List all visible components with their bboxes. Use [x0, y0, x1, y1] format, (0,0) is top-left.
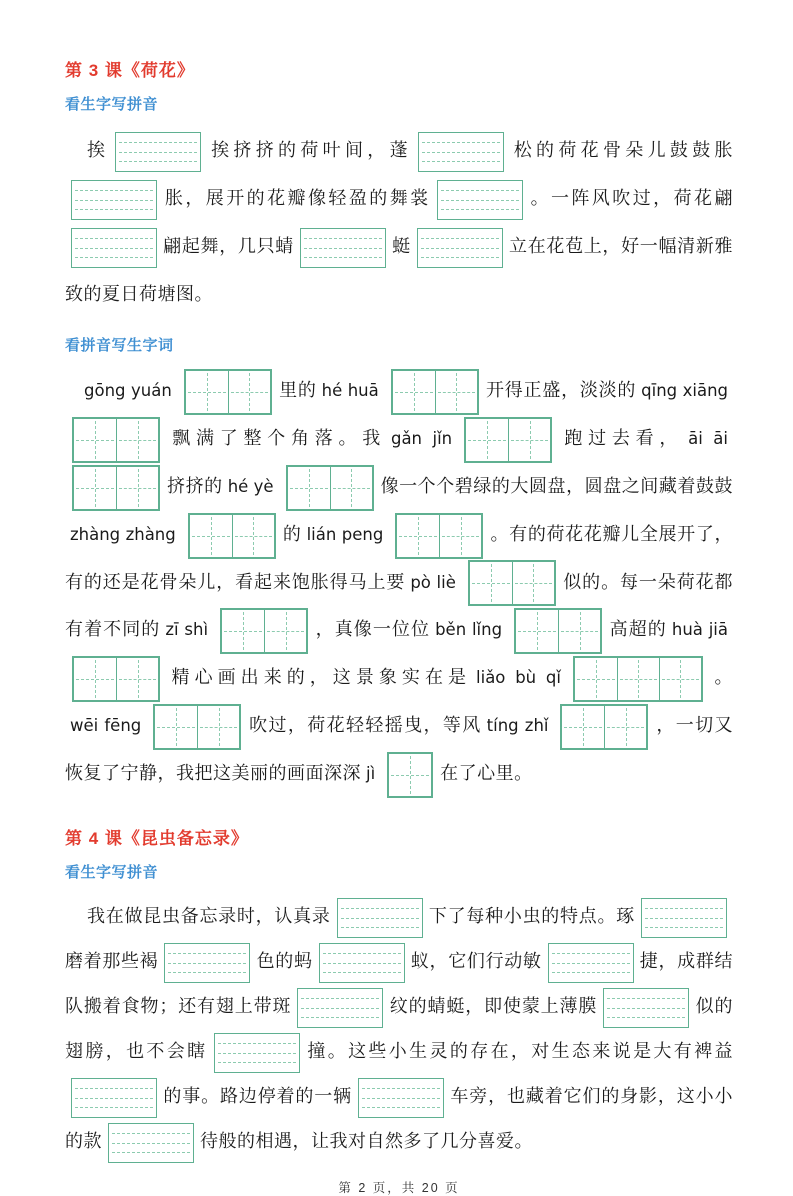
- grid-cell: [466, 419, 508, 461]
- guide-line: [645, 908, 723, 909]
- grid-cell: [228, 371, 270, 413]
- guide-line: [75, 257, 153, 258]
- guide-line: [304, 248, 382, 249]
- guide-line: [75, 209, 153, 210]
- grid-cell: [435, 371, 477, 413]
- pinyin-writing-box: [164, 943, 250, 983]
- text-run: 立在花苞上，好一幅清新雅致的夏日荷塘图。: [65, 236, 734, 304]
- text-run: 跑过去看，: [559, 427, 684, 448]
- guide-line: [421, 238, 499, 239]
- character-grid-box: [188, 513, 276, 559]
- character-grid-box: [464, 417, 552, 463]
- guide-line: [112, 1133, 190, 1134]
- guide-line: [362, 1107, 440, 1108]
- text-run: 在了心里。: [440, 763, 533, 783]
- pinyin-writing-box: [418, 132, 504, 172]
- text-run: 待般的相遇，让我对自然多了几分喜爱。: [200, 1130, 533, 1151]
- text-run: 高超的: [609, 619, 667, 640]
- pinyin-prompt: lián peng: [306, 524, 384, 544]
- lesson-4-pinyin-fill-paragraph: [65, 894, 733, 1164]
- text-run: 蚁，它们行动敏: [410, 950, 542, 971]
- guide-line: [645, 918, 723, 919]
- grid-cell: [516, 610, 558, 652]
- text-run: 撞。这些小生灵的存在，对生态来说是大有裨益: [305, 1040, 733, 1061]
- guide-line: [323, 953, 401, 954]
- text-run: 纹的蜻蜓，即使蒙上薄膜: [389, 995, 598, 1016]
- pinyin-writing-box: [108, 1123, 194, 1163]
- text-run: 挨挤挤的荷叶间，蓬: [207, 140, 412, 160]
- grid-cell: [562, 706, 604, 748]
- guide-line: [75, 248, 153, 249]
- text-run: 的: [282, 523, 302, 544]
- guide-line: [119, 142, 197, 143]
- grid-cell: [439, 515, 481, 557]
- character-grid-box: [387, 752, 433, 798]
- grid-cell: [558, 610, 600, 652]
- pinyin-prompt: gǎn jǐn: [390, 428, 453, 448]
- pinyin-prompt: hé huā: [321, 381, 379, 400]
- guide-line: [75, 1107, 153, 1108]
- guide-line: [75, 1098, 153, 1099]
- grid-cell: [116, 467, 158, 509]
- text-run: ，真像一位位: [315, 619, 431, 640]
- grid-cell: [617, 658, 659, 700]
- guide-line: [645, 927, 723, 928]
- guide-line: [218, 1053, 296, 1054]
- pinyin-prompt: běn lǐng: [435, 620, 503, 640]
- guide-line: [323, 963, 401, 964]
- pinyin-prompt: pò liè: [410, 572, 456, 592]
- guide-line: [341, 927, 419, 928]
- lesson-4-subheading-write-pinyin: 看生字写拼音: [65, 863, 159, 881]
- pinyin-writing-box: [641, 898, 727, 938]
- text-run: 松的荷花骨朵儿鼓鼓胀: [509, 140, 734, 160]
- grid-cell: [389, 754, 431, 796]
- text-run: 翩起舞，几只蜻: [163, 236, 294, 256]
- guide-line: [75, 190, 153, 191]
- guide-line: [552, 963, 630, 964]
- guide-line: [218, 1043, 296, 1044]
- grid-cell: [186, 371, 228, 413]
- character-grid-box: [560, 704, 648, 750]
- character-grid-box: [72, 465, 160, 511]
- text-run: 。一阵风吹过，荷花翩: [528, 188, 733, 208]
- guide-line: [422, 152, 500, 153]
- pinyin-writing-box: [115, 132, 201, 172]
- grid-cell: [222, 610, 264, 652]
- grid-cell: [116, 419, 158, 461]
- pinyin-writing-box: [300, 228, 386, 268]
- character-grid-box: [184, 369, 272, 415]
- pinyin-prompt: hé yè: [227, 476, 274, 496]
- grid-cell: [197, 706, 239, 748]
- text-run: 。: [709, 667, 734, 688]
- grid-cell: [330, 467, 372, 509]
- text-run: 的事。路边停着的一辆: [163, 1085, 353, 1106]
- grid-cell: [74, 658, 116, 700]
- character-grid-box: [72, 417, 160, 463]
- guide-line: [552, 972, 630, 973]
- guide-line: [362, 1088, 440, 1089]
- lesson-3-pinyin-fill-paragraph: [65, 126, 733, 318]
- guide-line: [422, 142, 500, 143]
- text-run: 开得正盛，淡淡的: [485, 380, 637, 400]
- text-run: ，一切又恢复了宁静，我把这美丽的画面深深: [65, 715, 733, 783]
- character-grid-box: [153, 704, 241, 750]
- guide-line: [607, 1017, 685, 1018]
- pinyin-prompt: zhàng zhàng: [70, 524, 176, 544]
- guide-line: [441, 190, 519, 191]
- grid-cell: [604, 706, 646, 748]
- character-grid-box: [514, 608, 602, 654]
- pinyin-writing-box: [358, 1078, 444, 1118]
- page-footer: 第 2 页，共 20 页: [338, 1180, 460, 1195]
- grid-cell: [74, 419, 116, 461]
- pinyin-prompt: jì: [366, 764, 376, 783]
- lesson-3-subheading-write-pinyin: 看生字写拼音: [65, 96, 159, 113]
- guide-line: [75, 238, 153, 239]
- text-run: 精心画出来的，这景象实在是: [167, 667, 472, 688]
- pinyin-prompt: qīng xiāng: [641, 381, 729, 400]
- grid-cell: [393, 371, 435, 413]
- guide-line: [75, 1088, 153, 1089]
- grid-cell: [155, 706, 197, 748]
- grid-cell: [74, 467, 116, 509]
- pinyin-prompt: āi āi: [688, 428, 729, 448]
- pinyin-prompt: tíng zhǐ: [486, 716, 549, 736]
- text-run: 磨着那些褐: [65, 950, 159, 971]
- guide-line: [441, 200, 519, 201]
- pinyin-writing-box: [337, 898, 423, 938]
- pinyin-writing-box: [603, 988, 689, 1028]
- pinyin-writing-box: [417, 228, 503, 268]
- pinyin-prompt: liǎo bù qǐ: [476, 668, 561, 688]
- pinyin-prompt: gōng yuán: [84, 381, 172, 400]
- guide-line: [301, 998, 379, 999]
- text-run: 挤挤的: [167, 475, 223, 496]
- text-run: 像一个个碧绿的大圆盘，圆盘之间藏着鼓鼓: [380, 475, 733, 496]
- pinyin-writing-box: [548, 943, 634, 983]
- character-grid-box: [468, 560, 556, 606]
- pinyin-writing-box: [71, 180, 157, 220]
- grid-cell: [508, 419, 550, 461]
- guide-line: [168, 963, 246, 964]
- text-run: 飘满了整个角落。我: [167, 427, 386, 448]
- grid-cell: [116, 658, 158, 700]
- guide-line: [362, 1098, 440, 1099]
- text-run: 下了每种小虫的特点。琢: [428, 905, 636, 926]
- character-grid-box: [72, 656, 160, 702]
- pinyin-writing-box: [71, 1078, 157, 1118]
- guide-line: [323, 972, 401, 973]
- guide-line: [421, 248, 499, 249]
- guide-line: [75, 200, 153, 201]
- guide-line: [607, 998, 685, 999]
- character-grid-box: [395, 513, 483, 559]
- pinyin-prompt: zī shì: [165, 620, 209, 640]
- guide-line: [218, 1062, 296, 1063]
- guide-line: [422, 161, 500, 162]
- worksheet-page: [65, 56, 733, 1196]
- text-run: 胀，展开的花瓣像轻盈的舞裳: [163, 188, 431, 208]
- pinyin-writing-box: [214, 1033, 300, 1073]
- guide-line: [304, 257, 382, 258]
- character-grid-box: [286, 465, 374, 511]
- guide-line: [119, 152, 197, 153]
- pinyin-writing-box: [437, 180, 523, 220]
- guide-line: [119, 161, 197, 162]
- pinyin-prompt: wēi fēng: [70, 716, 142, 736]
- guide-line: [168, 953, 246, 954]
- lesson-3-character-fill-paragraph: [65, 367, 733, 798]
- guide-line: [341, 918, 419, 919]
- grid-cell: [190, 515, 232, 557]
- grid-cell: [512, 562, 554, 604]
- guide-line: [301, 1008, 379, 1009]
- guide-line: [441, 209, 519, 210]
- lesson-3-subheading-write-characters: 看拼音写生字词: [65, 337, 174, 354]
- grid-cell: [397, 515, 439, 557]
- grid-cell: [470, 562, 512, 604]
- guide-line: [607, 1008, 685, 1009]
- text-run: 我在做昆虫备忘录时，认真录: [87, 905, 331, 926]
- guide-line: [552, 953, 630, 954]
- text-run: 蜓: [391, 236, 411, 256]
- grid-cell: [659, 658, 701, 700]
- guide-line: [304, 238, 382, 239]
- lesson-4-title: 第 4 课《昆虫备忘录》: [65, 828, 249, 848]
- text-run: 似的。每一朵荷花都有着不同的: [65, 571, 734, 640]
- text-run: 似的翅膀，也不会瞎: [65, 995, 734, 1061]
- text-run: 色的蚂: [256, 950, 313, 971]
- text-run: 吹过，荷花轻轻摇曳，等风: [248, 715, 482, 736]
- guide-line: [112, 1152, 190, 1153]
- grid-cell: [288, 467, 330, 509]
- text-run: 车旁，也藏着它们的身影，这小小的款: [65, 1085, 734, 1151]
- text-run: 捷，成群结队搬着食物；还有翅上带斑: [65, 950, 734, 1016]
- grid-cell: [575, 658, 617, 700]
- pinyin-writing-box: [71, 228, 157, 268]
- pinyin-prompt: huà jiā: [671, 620, 728, 640]
- pinyin-writing-box: [319, 943, 405, 983]
- character-grid-box: [391, 369, 479, 415]
- lesson-3-title: 第 3 课《荷花》: [65, 61, 195, 80]
- guide-line: [341, 908, 419, 909]
- text-run: 挨: [87, 140, 110, 160]
- grid-cell: [232, 515, 274, 557]
- guide-line: [112, 1143, 190, 1144]
- character-grid-box: [573, 656, 703, 702]
- guide-line: [168, 972, 246, 973]
- guide-line: [301, 1017, 379, 1018]
- guide-line: [421, 257, 499, 258]
- pinyin-writing-box: [297, 988, 383, 1028]
- character-grid-box: [220, 608, 308, 654]
- text-run: 里的: [278, 380, 317, 400]
- grid-cell: [264, 610, 306, 652]
- text-run: 。有的荷花花瓣儿全展开了，有的还是花骨朵儿，看起来饱胀得马上要: [65, 523, 734, 592]
